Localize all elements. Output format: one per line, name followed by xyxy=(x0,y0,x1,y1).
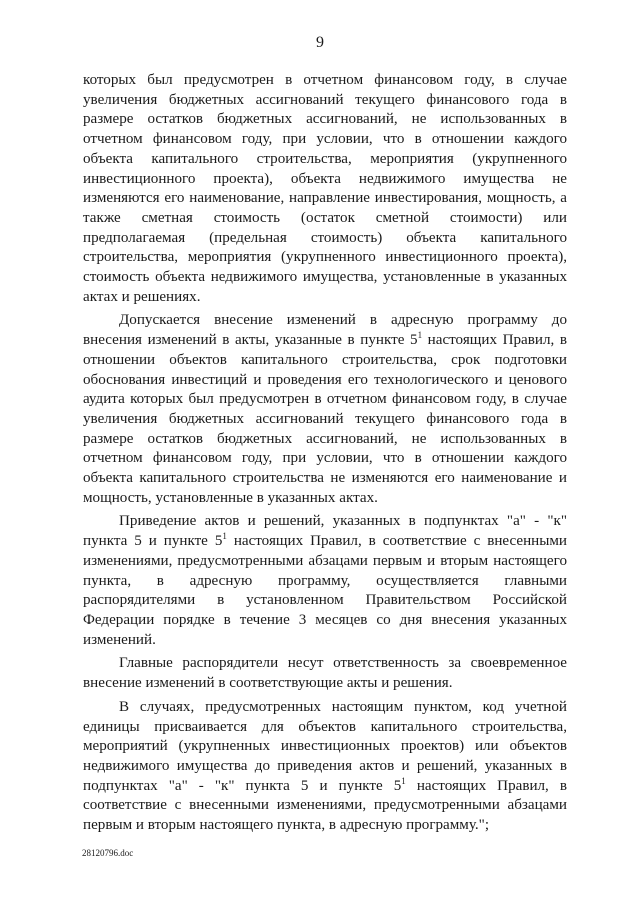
paragraph-5-text-b: настоящих Правил, в соответствие с внесенными изменениями, предусмотренными абзацами первым и вторым настоящего пункта, в адресную программу."; xyxy=(83,777,567,834)
footer-filename: 28120796.doc xyxy=(82,848,134,858)
superscript-1: 1 xyxy=(417,330,423,341)
paragraph-2-text-a: Допускается внесение изменений в адресную программу до внесения изменений в акты, указанные в пункте 5 xyxy=(83,312,567,349)
paragraph-2 xyxy=(83,311,567,508)
paragraph-3 xyxy=(83,512,567,650)
document-body xyxy=(83,71,567,836)
superscript-1: 1 xyxy=(222,531,227,542)
paragraph-1 xyxy=(83,71,567,307)
paragraph-4-text: Главные распорядители несут ответственность за своевременное внесение изменений в соответствующие акты и решения. xyxy=(83,655,567,692)
paragraph-3-text-b: настоящих Правил, в соответствие с внесенными изменениями, предусмотренными абзацами первым и вторым настоящего пункта, в адресную программу, осуществляется главными распорядителями в установленном Правительством Российской Федерации порядке в течение 3 месяцев со дня внесения указанных изменений. xyxy=(83,533,567,648)
paragraph-1-text: которых был предусмотрен в отчетном финансовом году, в случае увеличения бюджетных ассигнований текущего финансового года в размере остатков бюджетных ассигнований, не использованных в отчетном финансовом году, при условии, что в отношении каждого объекта капитального строительства, мероприятия (укрупненного инвестиционного проекта), объекта недвижимого имущества не изменяются его наименование, направление инвестирования, мощность, а также сметная стоимость (остаток сметной стоимости) или предполагаемая (предельная стоимость) объекта капитального строительства, мероприятия (укрупненного инвестиционного проекта), стоимость объекта недвижимого имущества, установленные в указанных актах и решениях. xyxy=(83,72,567,305)
paragraph-2-text-b: настоящих Правил, в отношении объектов капитального строительства, срок подготовки обоснования инвестиций и проведения его технологического и ценового аудита которых был предусмотрен в отчетном финансовом году, в случае увеличения бюджетных ассигнований текущего финансового года в размере остатков бюджетных ассигнований, не использованных в отчетном финансовом году, при условии, что в отношении каждого объекта капитального строительства не изменяются его наименование и мощность, установленные в указанных актах. xyxy=(83,332,567,506)
paragraph-5-text-a: В случаях, предусмотренных настоящим пунктом, код учетной единицы присваивается для объектов капитального строительства, мероприятий (укрупненных инвестиционных проектов) или объектов недвижимого имущества до приведения актов и решений, указанных в подпунктах "а" - "к" пункта 5 и пункте 5 xyxy=(83,698,567,794)
superscript-1: 1 xyxy=(401,775,406,786)
paragraph-5 xyxy=(83,698,567,836)
paragraph-3-text-a: Приведение актов и решений, указанных в подпунктах "а" - "к" пункта 5 и пункте 5 xyxy=(83,513,567,550)
page-number: 9 xyxy=(316,34,324,51)
paragraph-4 xyxy=(83,654,567,693)
